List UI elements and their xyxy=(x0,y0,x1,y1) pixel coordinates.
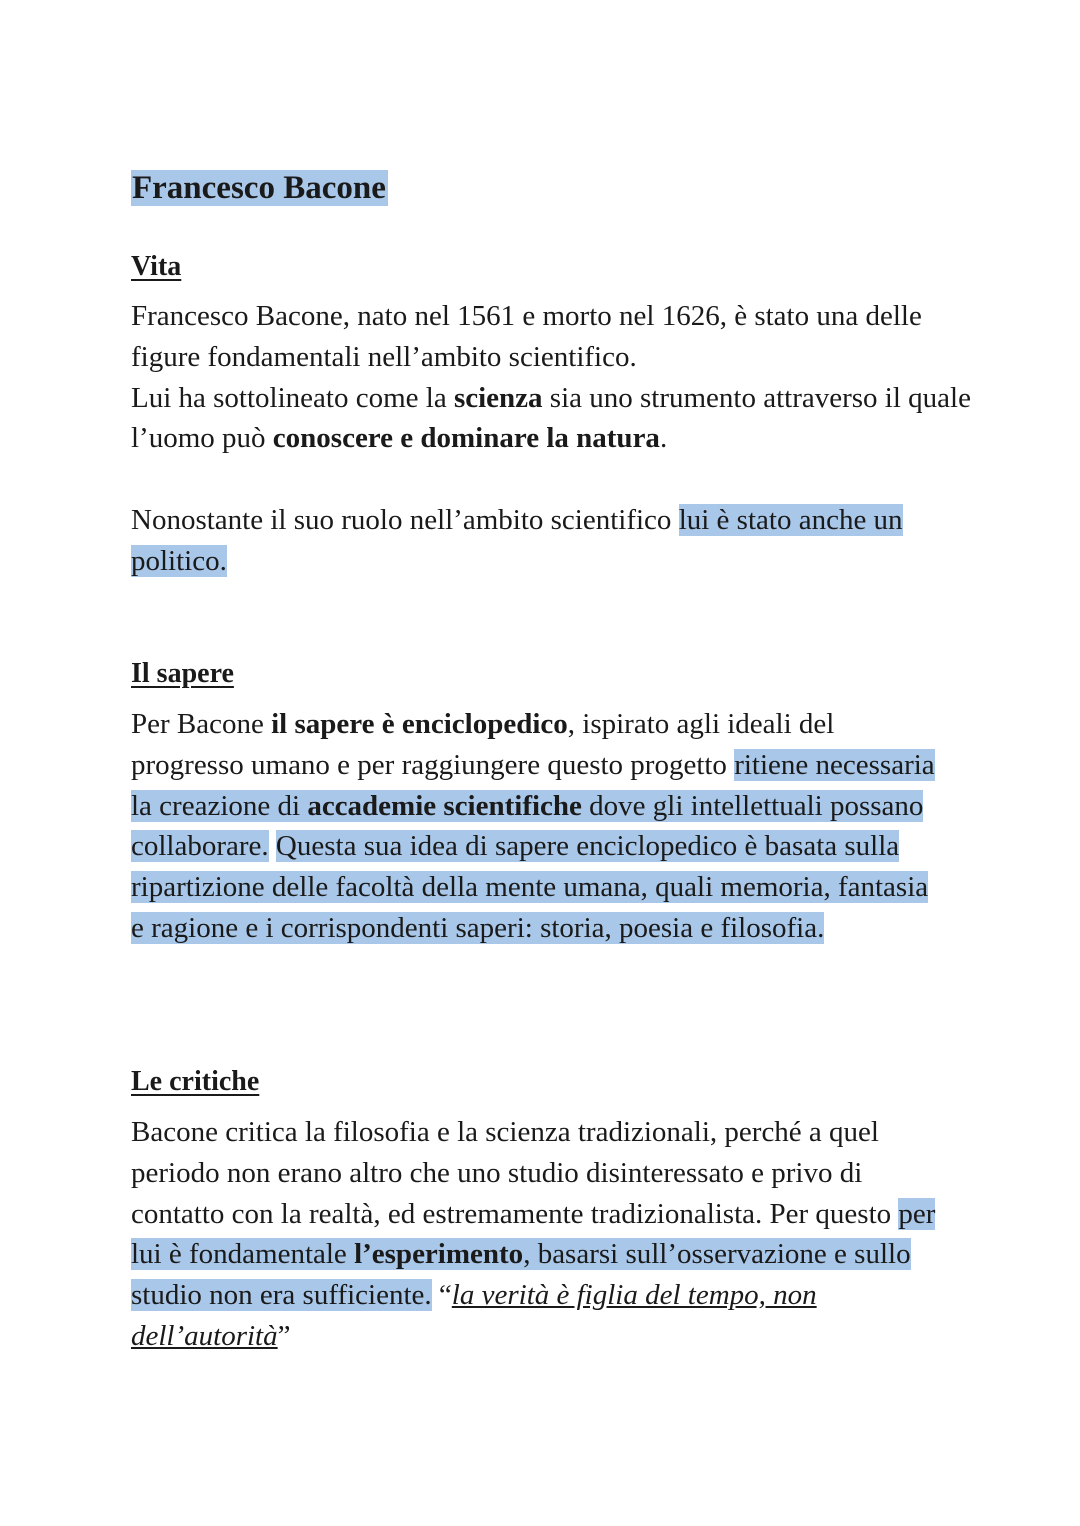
quote: la verità è figlia del tempo, non dell’autorità xyxy=(131,1279,817,1352)
bold-term: il sapere è enciclopedico xyxy=(271,708,568,740)
text-run: Francesco Bacone, nato nel 1561 e morto nel 1626, è stato una delle figure fondamentali nell’ambito scientifico. xyxy=(131,300,922,373)
title-highlight: Francesco Bacone xyxy=(132,170,386,206)
highlighted-bold-term: accademie scientifiche xyxy=(307,789,582,822)
vita-paragraph-2 xyxy=(131,500,931,582)
highlighted-bold-term: l’esperimento xyxy=(354,1238,524,1271)
document-title xyxy=(131,166,388,210)
text-run: sia uno strumento attraverso il quale l’uomo può xyxy=(131,381,971,455)
bold-term: conoscere e dominare la natura xyxy=(272,422,660,455)
section-heading-sapere: Il sapere xyxy=(131,658,234,689)
highlighted-text: lui è stato anche un politico. xyxy=(131,504,903,577)
highlighted-text: Questa sua idea di sapere enciclopedico è basata sulla ripartizione delle facoltà della mente umana, quali memoria, fantasia e ragione e i corrispondenti saperi: storia, poesia e filosofia. xyxy=(131,830,929,944)
text-run: “ xyxy=(431,1279,452,1312)
text-run: , ispirato agli ideali del progresso umano e per raggiungere questo progetto xyxy=(131,708,835,781)
text-run: Lui ha sottolineato come la xyxy=(131,381,454,414)
text-run: . xyxy=(659,422,668,455)
bold-term: scienza xyxy=(453,381,543,414)
text-run xyxy=(269,830,276,862)
highlighted-text: ritiene necessaria la creazione di xyxy=(131,748,935,822)
highlighted-text: dove gli intellettuali possano collaborare. xyxy=(131,789,924,863)
section-heading-vita: Vita xyxy=(131,251,182,282)
highlighted-text: , basarsi sull’osservazione e sullo studio non era sufficiente. xyxy=(131,1238,911,1312)
text-run: Nonostante il suo ruolo nell’ambito scientifico xyxy=(131,504,679,536)
text-run: Per Bacone xyxy=(131,708,272,740)
text-run: Bacone critica la filosofia e la scienza tradizionali, perché a quel periodo non erano altro che uno studio disinteressato e privo di contatto con la realtà, ed estremamente tradizionalista. Per questo xyxy=(131,1116,899,1230)
text-run: ” xyxy=(277,1319,291,1352)
critiche-paragraph xyxy=(131,1112,961,1357)
sapere-paragraph xyxy=(131,704,946,949)
section-heading-critiche: Le critiche xyxy=(131,1066,260,1097)
highlighted-text: per lui è fondamentale xyxy=(131,1197,936,1271)
vita-paragraph-1 xyxy=(131,296,971,459)
